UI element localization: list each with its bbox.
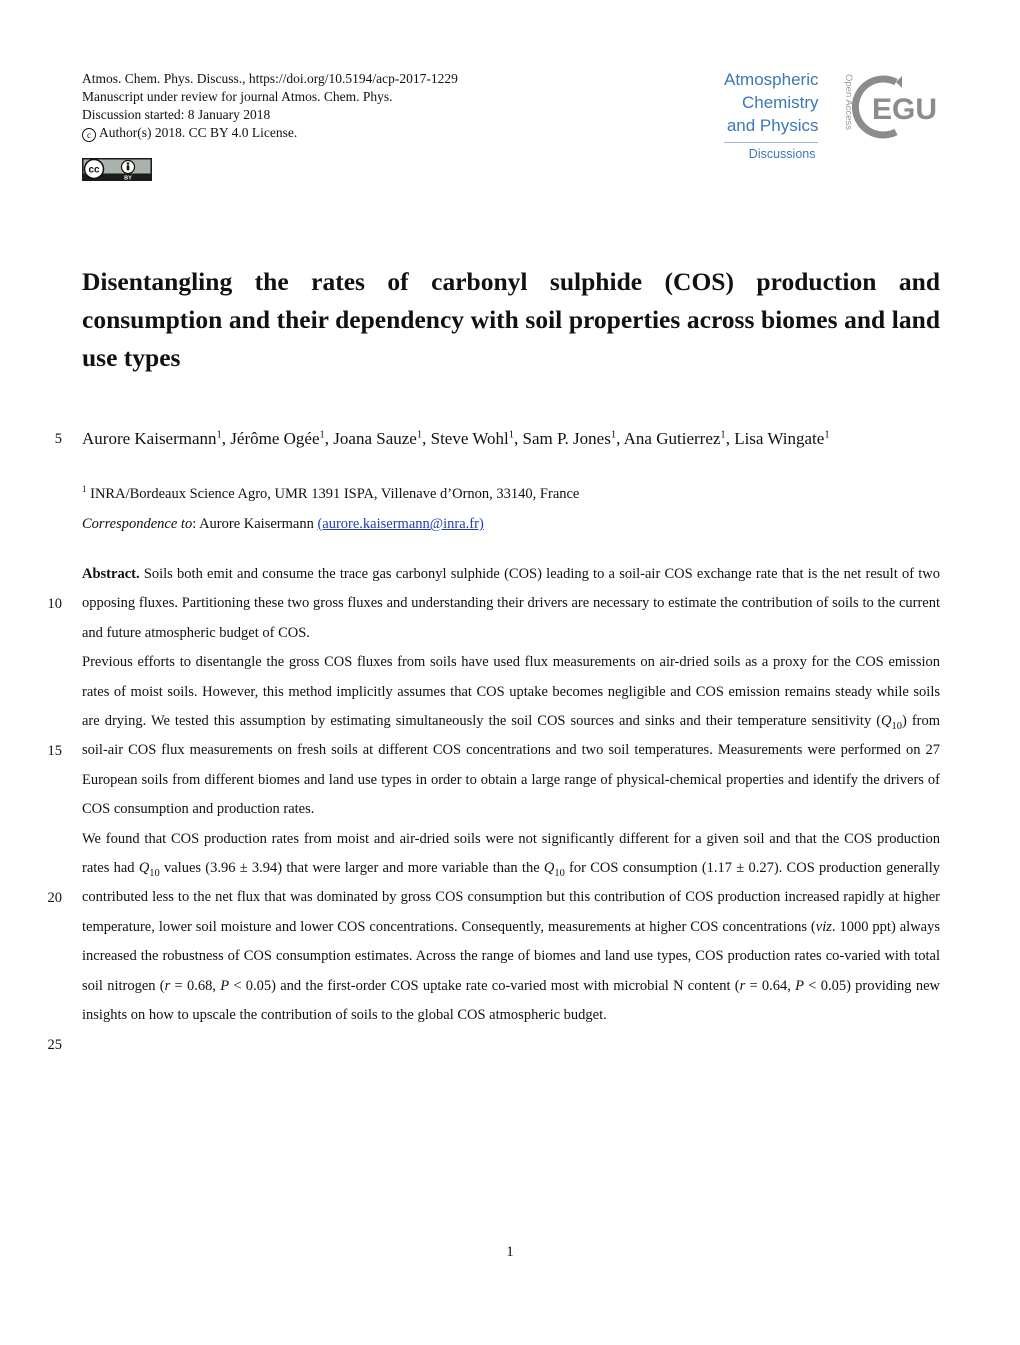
author-affiliation-marker: 1 bbox=[319, 429, 325, 441]
abstract-paragraph-1: Abstract. Soils both emit and consume the trace gas carbonyl sulphide (COS) leading to a soil-air COS exchange rate that is the net result of two opposing fluxes. Partitioning these two gross fluxes and understanding their drivers are necessary to estimate the contribution of soils to the current and future atmospheric budget of COS. bbox=[82, 566, 940, 641]
copyright-icon: c bbox=[82, 128, 96, 142]
journal-name-line-3: and Physics bbox=[726, 116, 819, 135]
correspondence-name: Aurore Kaisermann bbox=[199, 516, 314, 532]
author-affiliation-marker: 1 bbox=[508, 429, 514, 441]
affiliation-marker: 1 bbox=[82, 484, 87, 495]
author-name: Steve Wohl bbox=[430, 429, 509, 448]
svg-text:cc: cc bbox=[88, 164, 100, 176]
line-number: 20 bbox=[47, 890, 62, 906]
line-number: 5 bbox=[54, 431, 62, 447]
correspondence-label: Correspondence to bbox=[82, 516, 193, 532]
author-name: Aurore Kaisermann bbox=[82, 429, 217, 448]
journal-logo bbox=[724, 68, 818, 162]
line-number: 25 bbox=[47, 1037, 62, 1053]
author-affiliation-marker: 1 bbox=[824, 429, 830, 441]
paper-title: Disentangling the rates of carbonyl sulphide (COS) production and consumption and their dependency with soil properties across biomes and land use types bbox=[82, 267, 940, 372]
discussion-date-line: Discussion started: 8 January 2018 bbox=[82, 107, 271, 122]
affiliation-text: INRA/Bordeaux Science Agro, UMR 1391 ISPA, Villenave d’Ornon, 33140, France bbox=[90, 486, 580, 502]
journal-name-line-2: Chemistry bbox=[741, 93, 819, 112]
author-affiliation-marker: 1 bbox=[416, 429, 423, 441]
author-name: Lisa Wingate bbox=[734, 429, 825, 448]
author-name: Jérôme Ogée bbox=[230, 429, 320, 448]
author-name: Ana Gutierrez bbox=[623, 429, 721, 448]
author-affiliation-marker: 1 bbox=[216, 429, 222, 441]
open-access-label bbox=[836, 72, 854, 142]
abstract bbox=[82, 560, 940, 1031]
author-name: Joana Sauze bbox=[333, 429, 417, 448]
correspondence-email-link[interactable]: (aurore.kaisermann@inra.fr) bbox=[317, 516, 484, 532]
correspondence: Correspondence to: Aurore Kaisermann (aurore.kaisermann@inra.fr) bbox=[82, 516, 484, 532]
author-affiliation-marker: 1 bbox=[610, 429, 617, 441]
abstract-paragraph-2: Previous efforts to disentangle the gross COS fluxes from soils have used flux measurements on air-dried soils as a proxy for the COS emission rates of moist soils. However, this method implicitly assumes that COS uptake becomes negligible and COS emission remains steady while soils are drying. We tested this assumption by estimating simultaneously the soil COS sources and sinks and their temperature sensitivity $(Q_{10})$ from soil-air COS flux measurements on fresh soils at different COS concentrations and two soil temperatures. Measurements were performed on 27 European soils from different biomes and land use types in order to obtain a large range of physical-chemical properties and identify the drivers of COS consumption and production rates. bbox=[82, 654, 941, 818]
author-list: Aurore Kaisermann$^1$, Jérôme Ogée$^1$, Joana Sauze$^1$, Steve Wohl$^1$, Sam P. Jones$^1$, Ana Gutierrez$^1$, Lisa Wingate$^1$ bbox=[82, 429, 830, 448]
egu-logo-icon bbox=[858, 72, 942, 142]
author-name: Sam P. Jones bbox=[522, 429, 611, 448]
author-affiliation-marker: 1 bbox=[720, 429, 726, 441]
line-number: 15 bbox=[47, 743, 62, 759]
egu-logo-text: EGU bbox=[872, 93, 938, 126]
line-number: 10 bbox=[47, 596, 62, 612]
cc-by-license-badge[interactable] bbox=[82, 158, 152, 181]
manuscript-header bbox=[82, 70, 458, 142]
copyright-line: c Author(s) 2018. CC BY 4.0 License. bbox=[82, 124, 458, 142]
cc-by-label: BY bbox=[124, 175, 132, 182]
open-access-text: Open Access bbox=[843, 74, 854, 130]
abstract-paragraph-3: We found that COS production rates from moist and air-dried soils were not significantly different for a given soil and that the COS production rates had $Q_{10}$ values (3.96 ± 3.94) that were larger and more variable than the $Q_{10}$ for COS consumption (1.17 ± 0.27). COS production generally contributed less to the net flux that was dominated by gross COS consumption but this contribution of COS production increased rapidly at higher temperature, lower soil moisture and lower COS concentrations. Consequently, measurements at higher COS concentrations (viz. 1000 ppt) always increased the robustness of COS consumption estimates. Across the range of biomes and land use types, COS production rates co-varied with total soil nitrogen (r = 0.68, P < 0.05) and the first-order COS uptake rate co-varied most with microbial N content (r = 0.64, P < 0.05) providing new insights on how to upscale the contribution of soils to the global COS atmospheric budget. bbox=[82, 830, 941, 1024]
abstract-heading: Abstract. bbox=[82, 566, 140, 582]
citation-line: Atmos. Chem. Phys. Discuss., https://doi.org/10.5194/acp-2017-1229 bbox=[82, 71, 458, 86]
review-status-line: Manuscript under review for journal Atmos. Chem. Phys. bbox=[82, 89, 393, 104]
journal-discussions-label: Discussions bbox=[724, 142, 818, 162]
affiliation bbox=[82, 484, 579, 504]
journal-name-line-1: Atmospheric bbox=[724, 70, 819, 89]
page-number: 1 bbox=[506, 1244, 514, 1260]
